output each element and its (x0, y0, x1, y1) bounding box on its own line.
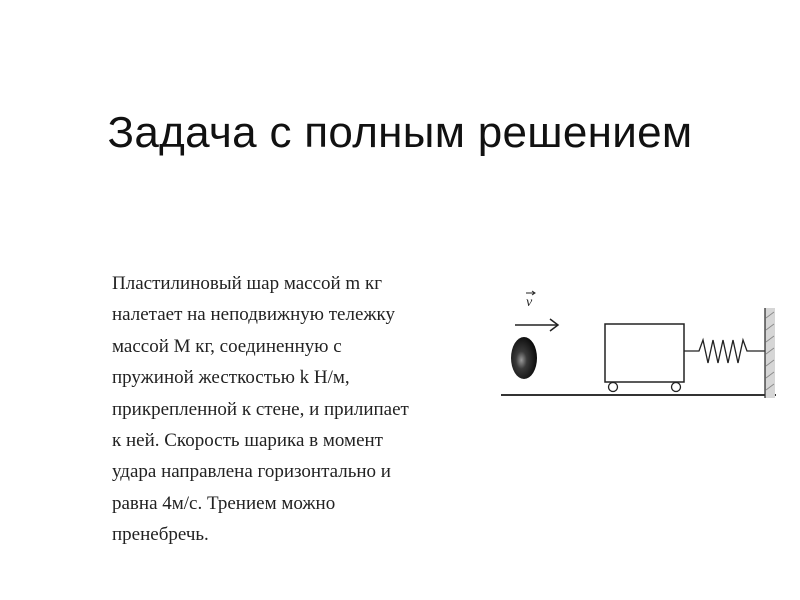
velocity-label-text: v (526, 295, 533, 310)
spring-icon (684, 340, 765, 363)
problem-line: к ней. Скорость шарика в момент (112, 430, 383, 452)
problem-text (112, 268, 482, 551)
cart-icon (605, 324, 684, 392)
problem-line: равна 4м/с. Трением можно (112, 492, 336, 514)
problem-line: удара направлена горизонтально и (112, 461, 391, 483)
problem-line: пружиной жесткостью k Н/м, (112, 367, 350, 389)
ball-icon (511, 337, 537, 379)
velocity-label (526, 291, 535, 310)
slide-title: Задача с полным решением (107, 108, 693, 157)
problem-line: Пластилиновый шар массой m кг (112, 273, 382, 294)
velocity-arrow-icon (515, 319, 558, 331)
problem-line: массой M кг, соединенную с (112, 335, 342, 357)
problem-line: пренебречь. (112, 524, 209, 546)
problem-line: прикрепленной к стене, и прилипает (112, 398, 409, 420)
physics-diagram (495, 288, 780, 403)
problem-line: налетает на неподвижную тележку (112, 304, 395, 326)
wall-icon (765, 308, 775, 398)
